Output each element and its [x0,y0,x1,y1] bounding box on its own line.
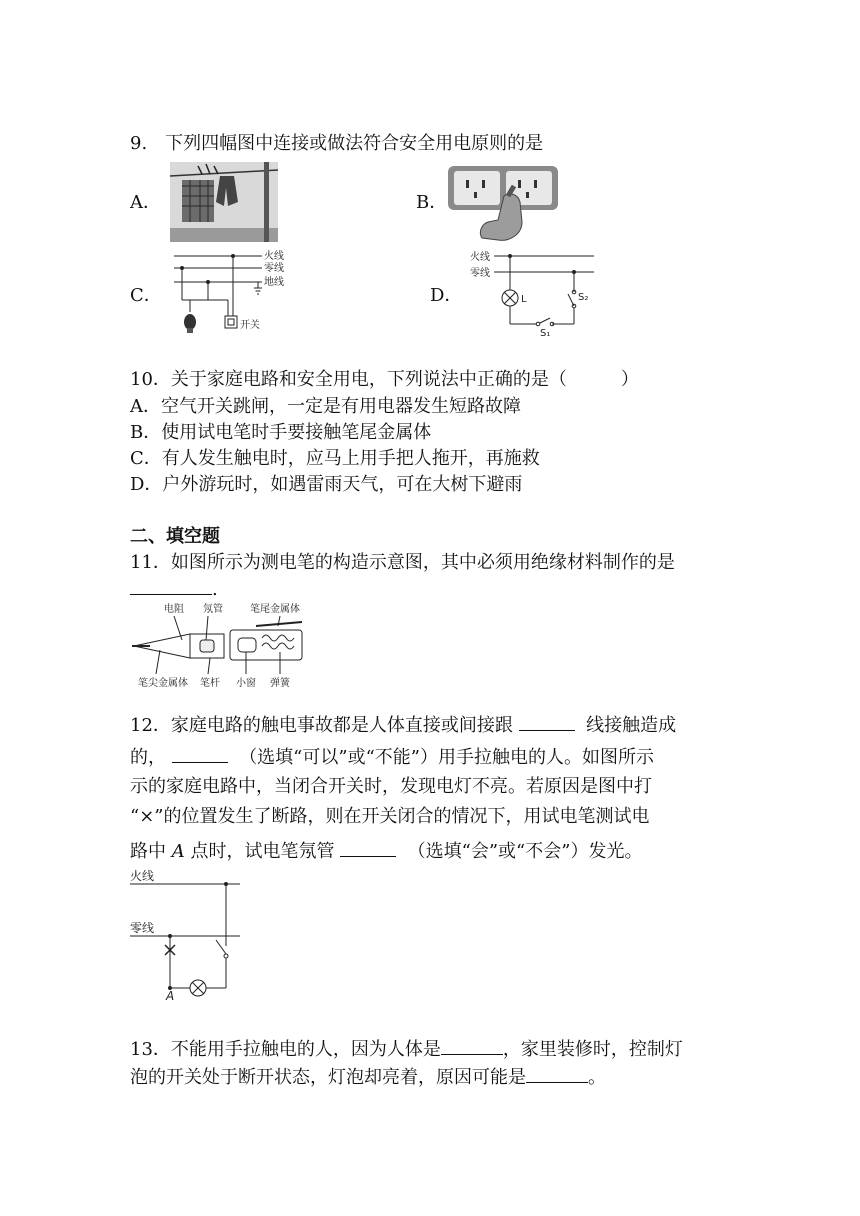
q12-line1: 12．家庭电路的触电事故都是人体直接或间接跟 线接触造成 [130,712,676,739]
pen-window-label: 小窗 [236,678,256,689]
d-s1-label: S₁ [540,328,551,339]
d-fire-label: 火线 [470,252,490,263]
c-ground-label: 地线 [264,277,284,288]
pen-resistor-label: 电阻 [164,604,184,615]
q12-figure-circuit [128,866,246,1002]
pen-neon-label: 氖管 [203,604,223,615]
d-neutral-label: 零线 [470,268,490,279]
c-neutral-label: 零线 [264,263,284,274]
q12-blank-1[interactable] [519,712,575,731]
q10-stem: 10．关于家庭电路和安全用电，下列说法中正确的是（ ） [130,369,639,390]
d-s2-label: S₂ [578,292,589,303]
q11-stem: 11．如图所示为测电笔的构造示意图，其中必须用绝缘材料制作的是 [130,552,675,573]
q13-blank-1[interactable] [441,1036,503,1055]
q9-option-a-label: A． [130,192,161,213]
q10-option-d: D．户外游玩时，如遇雷雨天气，可在大树下避雨 [130,474,523,495]
q9-figure-d-circuit [468,248,604,338]
pen-spring-label: 弹簧 [270,678,290,689]
q12-fire-label: 火线 [130,869,155,883]
q9-stem: 9. 下列四幅图中连接或做法符合安全用电原则的是 [130,133,544,154]
q12-line2: 的， （选填“可以”或“不能”）用手拉触电的人。如图所示 [130,744,654,771]
q13-line1: 13．不能用手拉触电的人，因为人体是 ，家里装修时，控制灯 [130,1036,683,1063]
q13-line2: 泡的开关处于断开状态，灯泡却亮着，原因可能是 。 [130,1064,606,1091]
section-title-fill-blank: 二、填空题 [130,526,220,547]
q11-answer-line: . [130,576,218,603]
q12-blank-2[interactable] [172,744,228,763]
q10-option-c: C．有人发生触电时，应马上用手把人拖开，再施救 [130,448,540,469]
q12-line3: 示的家庭电路中，当闭合开关时，发现电灯不亮。若原因是图中打 [130,776,652,797]
pen-body-label: 笔杆 [200,678,220,689]
q12-neutral-label: 零线 [130,921,155,935]
q10-option-a: A．空气开关跳闸，一定是有用电器发生短路故障 [130,396,521,417]
d-lamp-label: L [521,294,527,305]
c-fire-label: 火线 [264,251,284,262]
c-switch-label: 开关 [240,320,260,331]
q9-option-d-label: D． [430,285,463,306]
q12-blank-3[interactable] [340,838,396,857]
q12-line4: “×”的位置发生了断路，则在开关闭合的情况下，用试电笔测试电 [130,806,650,827]
q10-option-b: B．使用试电笔时手要接触笔尾金属体 [130,422,432,443]
q12-line5: 路中 A 点时，试电笔氖管 （选填“会”或“不会”）发光。 [130,838,642,865]
q11-figure-test-pen [130,600,310,692]
q13-blank-2[interactable] [526,1064,588,1083]
q9-figure-b-hand-socket [448,162,558,242]
q9-option-b-label: B． [416,192,448,213]
pen-tail-label: 笔尾金属体 [250,604,300,615]
pen-tip-label: 笔尖金属体 [138,678,188,689]
q9-option-c-label: C． [130,285,162,306]
q11-blank[interactable] [130,576,212,595]
q9-figure-a-clothes-on-wire [170,162,278,242]
q12-point-a-label: A [166,989,175,1003]
q9-figure-c-circuit [170,248,284,336]
